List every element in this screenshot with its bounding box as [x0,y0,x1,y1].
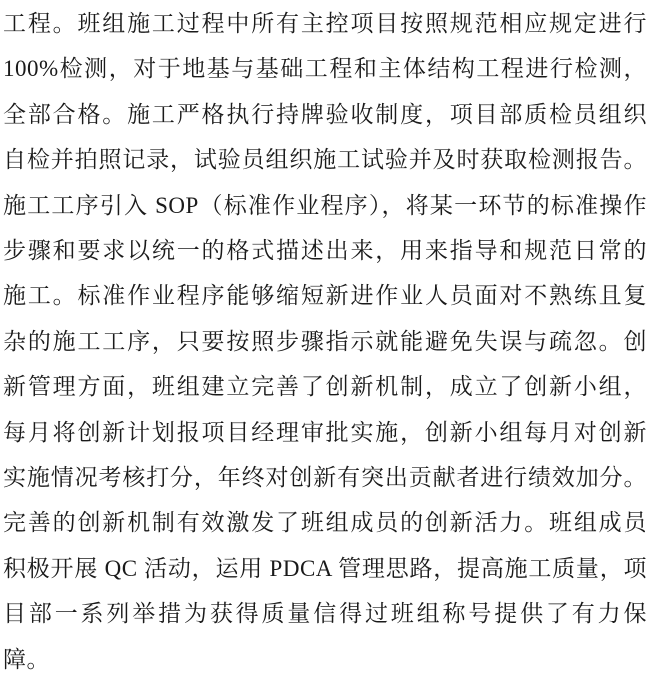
text-line: 工程。班组施工过程中所有主控项目按照规范相应规定进行 [3,11,647,36]
text-line: 新管理方面，班组建立完善了创新机制，成立了创新小组， [3,374,647,400]
text-line: 完善的创新机制有效激发了班组成员的创新活力。班组成员 [3,510,647,536]
text-line: 目部一系列举措为获得质量信得过班组称号提供了有力保 [3,601,647,627]
text-line: 自检并拍照记录，试验员组织施工试验并及时获取检测报告。 [3,147,647,173]
text-line: 全部合格。施工严格执行持牌验收制度，项目部质检员组织 [3,101,647,127]
text-line: 积极开展 QC 活动，运用 PDCA 管理思路，提高施工质量，项 [3,555,647,581]
text-line: 实施情况考核打分，年终对创新有突出贡献者进行绩效加分。 [3,465,647,491]
text-line: 杂的施工工序，只要按照步骤指示就能避免失误与疏忽。创 [3,328,647,354]
text-line-last: 障。 [3,646,50,672]
text-line: 施工。标准作业程序能够缩短新进作业人员面对不熟练且复 [3,283,647,309]
text-line: 施工工序引入 SOP（标准作业程序），将某一环节的标准操作 [3,192,647,218]
text-line: 步骤和要求以统一的格式描述出来，用来指导和规范日常的 [3,238,647,264]
text-line: 每月将创新计划报项目经理审批实施，创新小组每月对创新 [3,419,647,445]
text-line: 100%检测，对于地基与基础工程和主体结构工程进行检测， [3,56,647,82]
